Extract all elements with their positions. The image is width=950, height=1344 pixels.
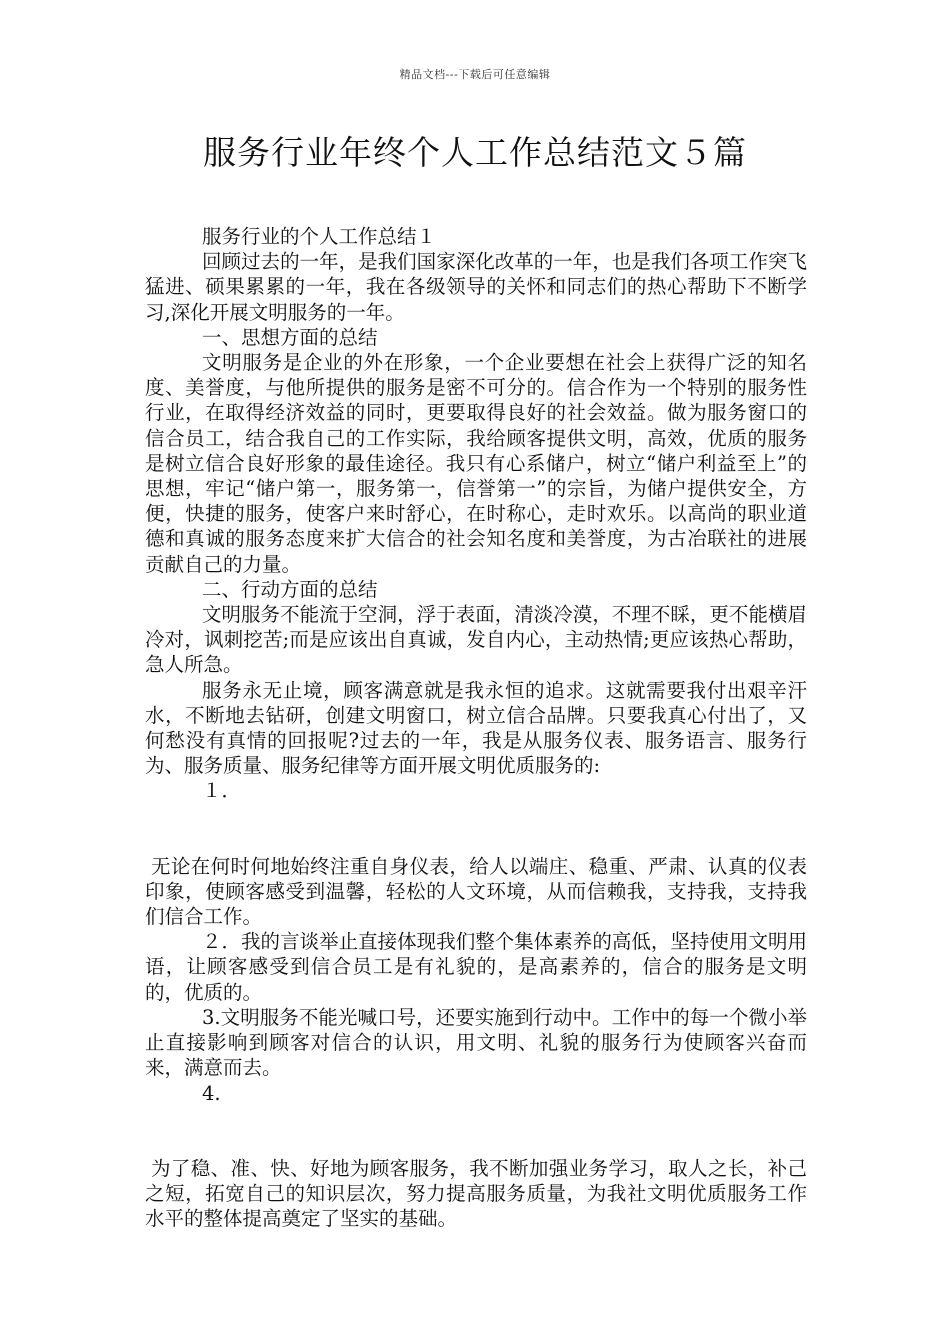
paragraph: 3.文明服务不能光喊口号，还要实施到行动中。工作中的每一个微小举止直接影响到顾客对信合的认识，用文明、礼貌的服务行为使顾客兴奋而来，满意而去。 bbox=[145, 1005, 807, 1080]
paragraph: 文明服务是企业的外在形象，一个企业要想在社会上获得广泛的知名度、美誉度，与他所提供的服务是密不可分的。信合作为一个特别的服务性行业，在取得经济效益的同时，更要取得良好的社会效益。做为服务窗口的信合员工，结合我自己的工作实际，我给顾客提供文明，高效，优质的服务是树立信合良好形象的最佳途径。我只有心系储户，树立“储户利益至上”的思想，牢记“储户第一，服务第一，信誉第一”的宗旨，为储户提供安全，方便，快捷的服务，使客户来时舒心，在时称心，走时欢乐。以高尚的职业道德和真诚的服务态度来扩大信合的社会知名度和美誉度，为古冶联社的进展贡献自己的力量。 bbox=[145, 351, 807, 576]
paragraph: 回顾过去的一年，是我们国家深化改革的一年，也是我们各项工作突飞猛进、硕果累累的一年，我在各级领导的关怀和同志们的热心帮助下不断学习,深化开展文明服务的一年。 bbox=[145, 250, 807, 324]
document-body bbox=[145, 224, 807, 1231]
document-title: 服务行业年终个人工作总结范文５篇 bbox=[203, 133, 747, 172]
paragraph: ２．我的言谈举止直接体现我们整个集体素养的高低，坚持使用文明用语，让顾客感受到信合员工是有礼貌的，是高素养的，信合的服务是文明的，优质的。 bbox=[145, 930, 807, 1004]
blank-line bbox=[145, 1106, 807, 1156]
subsection-heading: 二、行动方面的总结 bbox=[202, 577, 378, 601]
list-number: １． bbox=[202, 779, 242, 803]
list-number: 4. bbox=[202, 1081, 221, 1105]
blank-line bbox=[145, 804, 807, 854]
header-note: 精品文档---下载后可任意编辑 bbox=[399, 68, 551, 81]
paragraph: 为了稳、准、快、好地为顾客服务，我不断加强业务学习，取人之长，补己之短，拓宽自己的知识层次，努力提高服务质量，为我社文明优质服务工作水平的整体提高奠定了坚实的基础。 bbox=[145, 1156, 807, 1231]
section-heading: 服务行业的个人工作总结１ bbox=[202, 225, 437, 248]
paragraph: 无论在何时何地始终注重自身仪表，给人以端庄、稳重、严肃、认真的仪表印象，使顾客感受到温馨，轻松的人文环境，从而信赖我，支持我，支持我们信合工作。 bbox=[145, 854, 807, 929]
paragraph: 服务永无止境，顾客满意就是我永恒的追求。这就需要我付出艰辛汗水，不断地去钻研，创建文明窗口，树立信合品牌。只要我真心付出了，又何愁没有真情的回报呢?过去的一年，我是从服务仪表、服务语言、服务行为、服务质量、服务纪律等方面开展文明优质服务的: bbox=[145, 678, 807, 778]
paragraph: 文明服务不能流于空洞，浮于表面，清淡冷漠，不理不睬，更不能横眉冷对，讽刺挖苦;而是应该出自真诚，发自内心，主动热情;更应该热心帮助，急人所急。 bbox=[145, 603, 807, 677]
subsection-heading: 一、思想方面的总结 bbox=[202, 325, 378, 349]
